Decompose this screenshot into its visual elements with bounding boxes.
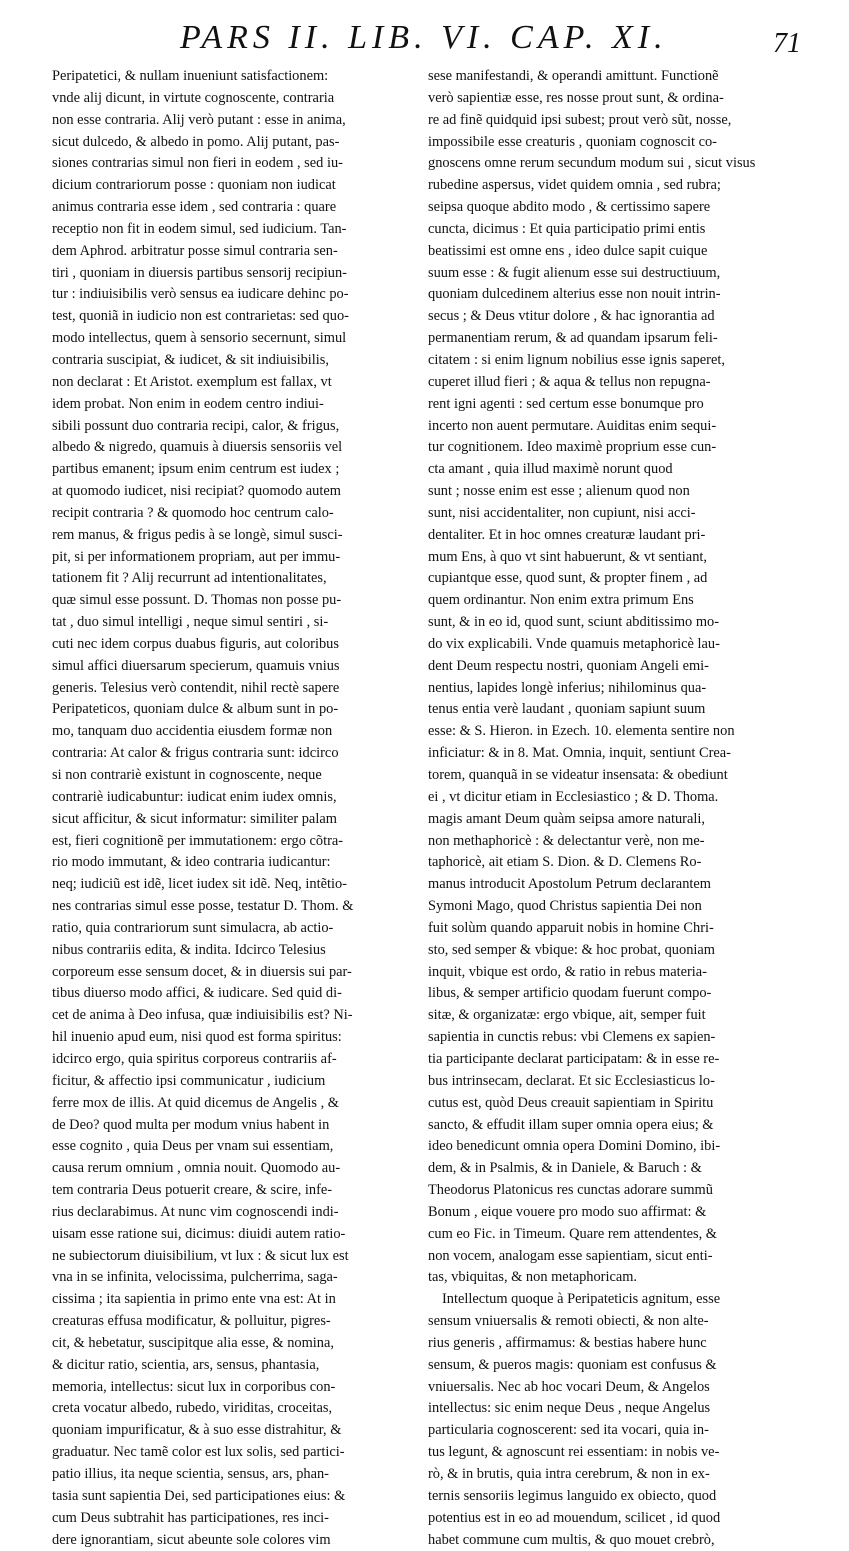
text-line: non vocem, analogam esse sapientiam, sicut enti- (428, 1247, 713, 1264)
text-line: pit, si per informationem propriam, aut per immu- (52, 548, 341, 565)
text-line: Intellectum quoque à Peripateticis agnitum, esse (442, 1291, 721, 1308)
text-line: rius declarabimus. At nunc vim cognoscendi indi- (52, 1203, 339, 1220)
text-line: cupiantque esse, quod sunt, & propter finem , ad (428, 570, 708, 587)
text-line: non declarat : Et Aristot. exemplum est fallax, vt (52, 373, 332, 390)
text-line: particularia cognoscerent: sed ita vocari, quia in- (428, 1422, 709, 1439)
text-line: citatem : si enim lignum nobilius esse ignis saperet, (428, 351, 725, 368)
text-line: sese manifestandi, & operandi amittunt. Functionẽ (428, 68, 719, 84)
text-line: Peripatetici, & nullam inueniunt satisfactionem: (52, 68, 329, 84)
text-line: sicut afficitur, & sicut informatur: similiter palam (52, 810, 337, 827)
text-line: vnde alij dicunt, in virtute cognoscente, contraria (52, 89, 335, 106)
text-line: creta vocatur albedo, rubedo, viriditas, croceitas, (52, 1400, 333, 1417)
text-line: dentaliter. Et in hoc omnes creaturæ laudant pri- (428, 526, 706, 543)
text-line: magis amant Deum quàm seipsa amore naturali, (428, 810, 705, 827)
text-line: vna in se infinita, velocissima, pulcherrima, saga- (52, 1269, 338, 1286)
text-line: permanentiam rerum, & ad quandam ipsarum feli- (428, 330, 718, 347)
text-line: fuit solùm quando apparuit nobis in homine Chri- (428, 919, 714, 936)
text-line: causa rerum omnium , omnia nouit. Quomodo au- (52, 1160, 341, 1177)
text-line: torem, quanquã in se videatur insensata: & obediunt (428, 767, 728, 783)
text-line: patio illius, ita neque scientia, sensus, ars, phan- (52, 1466, 329, 1482)
running-head: PARS II. LIB. VI. CAP. XI. (180, 19, 668, 56)
text-line: potentius est in eo ad mouendum, scilicet , id quod (428, 1509, 721, 1526)
text-line: ne subiectorum diuisibilium, vt lux : & sicut lux est (52, 1247, 349, 1264)
text-line: esse: & S. Hieron. in Ezech. 10. elementa sentire non (428, 723, 735, 740)
text-line: sapientia in cunctis rebus: vbi Clemens ex sapien- (428, 1029, 716, 1046)
text-line: non esse contraria. Alij verò putant : esse in anima, (52, 111, 346, 128)
text-line: siones contrarias simul non fieri in eodem , sed iu- (52, 155, 343, 172)
text-line: nibus contrariis edita, & indita. Idcirco Telesius (52, 941, 326, 958)
text-line: re ad finẽ quidquid ipsi subest; prout verò sũt, nosse, (428, 111, 732, 128)
text-line: quem ordinantur. Non enim extra primum Ens (428, 592, 694, 609)
text-line: uisam esse ratione sui, dicimus: diuidi autem ratio- (52, 1225, 346, 1242)
text-line: receptio non fit in eodem simul, sed iudicium. Tan- (52, 220, 347, 237)
text-line: suum esse : & fugit alienum esse sui destructiuum, (428, 264, 721, 281)
text-line: impossibile esse creaturis , quoniam cognoscit co- (428, 133, 717, 150)
text-line: dere ignorantiam, sicut abeunte sole colores vim (52, 1531, 331, 1548)
text-line: cet de anima à Deo infusa, quæ indiuisibilis est? Ni- (52, 1007, 353, 1024)
text-line: cuperet illud fieri ; & aqua & tellus non repugna- (428, 373, 711, 390)
text-line: rem manus, & frigus pedis à se longè, simul susci- (52, 526, 343, 543)
text-line: dicium contrariorum posse : quoniam non iudicat (52, 177, 336, 194)
text-line: cutus est, quòd Deus creauit sapientiam in Spiritu (428, 1094, 714, 1111)
text-line: tem contraria Deus potuerit creare, & scire, infe- (52, 1182, 333, 1199)
text-line: quoniam impurificatur, & à suo esse distrahitur, & (52, 1422, 342, 1439)
text-line: ternis sensoriis legimus languido ex obiecto, quod (428, 1487, 717, 1504)
text-line: simul affici diuersarum specierum, quamuis vnius (52, 657, 340, 674)
text-line: quoniam dulcedinem alterius esse non nouit intrin- (428, 286, 721, 303)
text-line: verò sapientiæ esse, res nosse prout sunt, & ordina- (428, 89, 724, 106)
text-line: contrariè iudicabuntur: iudicat enim iudex omnis, (52, 788, 337, 805)
right-column (428, 66, 794, 1551)
text-line: tia participante declarat participatam: & in esse re- (428, 1050, 720, 1067)
text-line: intellectus: sic enim neque Deus , neque Angelus (428, 1400, 711, 1417)
text-line: tas, vbiquitas, & non metaphoricam. (428, 1269, 638, 1286)
text-line: cuncta, dicimus : Et quia participatio primi entis (428, 220, 706, 237)
text-line: rubedine aspersus, videt quidem omnia , sed rubra; (428, 177, 721, 194)
text-line: nes contrarias simul esse posse, testatur D. Thom. & (52, 898, 354, 915)
text-line: sibili possunt duo contraria recipi, calor, & frigus, (52, 417, 340, 434)
text-line: hil inuenio apud eum, nisi quod est forma spiritus: (52, 1029, 342, 1046)
text-line: est, fieri cognitionẽ per immutationem: ergo cõtra- (52, 832, 344, 849)
text-line: ficitur, & affectio ipsi communicatur , iudicium (52, 1072, 326, 1089)
text-line: sunt, nisi accidentaliter, non cupiunt, nisi acci- (428, 504, 696, 521)
text-line: taphoricè, ait etiam S. Dion. & D. Clemens Ro- (428, 854, 702, 871)
text-line: sunt, & in eo id, quod sunt, sciunt abditissimo mo- (428, 614, 720, 631)
text-line: tat , duo simul intelligi , neque simul sentiri , si- (52, 614, 329, 631)
text-line: albedo & nigredo, quamuis à diuersis sensoriis vel (52, 439, 343, 456)
text-line: tus legunt, & agnoscunt rei essentiam: in nobis ve- (428, 1444, 720, 1461)
text-line: & dicitur ratio, scientia, ars, sensus, phantasia, (52, 1356, 320, 1373)
text-line: quæ simul esse possunt. D. Thomas non posse pu- (52, 592, 342, 609)
text-line: contraria: At calor & frigus contraria sunt: idcirco (52, 745, 339, 762)
text-line: cum eo Fic. in Timeum. Quare rem attendentes, & (428, 1225, 717, 1242)
text-line: non methaphoricè : & delectantur verè, non me- (428, 832, 705, 849)
text-line: Theodorus Platonicus res cunctas adorare summũ (428, 1182, 713, 1199)
text-line: cissima ; ita sapientia in primo ente vna est: At in (52, 1291, 336, 1308)
text-line: nentius, lapides longè inferius; nihilominus qua- (428, 679, 707, 696)
text-line: tenus entia verè laudant , quoniam sapiunt suum (428, 701, 706, 718)
text-line: sensum, & pueros magis: quoniam est confusus & (428, 1356, 717, 1373)
text-line: incerto non auent permutare. Auiditas enim sequi- (428, 417, 717, 434)
text-line: partibus emanent; ipsum enim centrum est iudex ; (52, 461, 340, 478)
text-line: rò, & in brutis, quia intra cerebrum, & non in ex- (428, 1466, 710, 1482)
text-line: corporeum esse sensum docet, & in diuersis sui par- (52, 963, 352, 980)
text-line: mum Ens, à quo vt sint habuerunt, & vt sentiant, (428, 548, 707, 565)
text-line: bus intrinsecam, declarat. Et sic Ecclesiasticus lo- (428, 1072, 715, 1089)
text-line: cum Deus subtrahit has participationes, res inci- (52, 1509, 329, 1526)
text-line: neq; iudiciũ est idẽ, licet iudex sit idẽ. Neq, intẽtio- (52, 876, 347, 893)
text-line: tasia sunt sapientia Dei, sed participationes eius: & (52, 1487, 346, 1504)
text-line: beatissimi est omne ens , ideo dulce sapit cuique (428, 242, 708, 259)
text-line: manus introducit Apostolum Petrum declarantem (428, 876, 711, 893)
text-line: vniuersalis. Nec ab hoc vocari Deum, & Angelos (428, 1378, 710, 1395)
text-line: tationem fit ? Alij recurrunt ad intentionalitates, (52, 570, 327, 587)
text-line: dent Deum respectu nostri, quoniam Angeli emi- (428, 657, 709, 674)
page-number: 71 (773, 28, 801, 59)
text-line: secus ; & Deus vtitur dolore , & hac ignorantia ad (428, 308, 715, 325)
left-column (52, 66, 418, 1551)
text-line: cuti nec idem corpus duabus figuris, aut coloribus (52, 635, 339, 652)
text-line: modo intellectus, quem à sensorio secernunt, simul (52, 330, 347, 347)
text-line: ei , vt dicitur etiam in Ecclesiastico ; & D. Thoma. (428, 788, 719, 805)
text-line: mo, tanquam duo accidentia eiusdem formæ non (52, 723, 333, 740)
text-line: tibus diuerso modo affici, & iudicare. Sed quid di- (52, 985, 342, 1002)
text-line: gnoscens omne rerum secundum modum sui , sicut visus (428, 155, 756, 172)
text-line: dem, & in Psalmis, & in Daniele, & Baruch : & (428, 1160, 702, 1177)
text-line: sunt ; nosse enim est esse ; alienum quod non (428, 483, 690, 500)
text-line: idcirco ergo, quia spiritus corporeus contrariis af- (52, 1050, 337, 1067)
text-line: si non contrariè existunt in cognoscente, neque (52, 767, 322, 783)
text-line: sensum vniuersalis & remoti obiecti, & non alte- (428, 1313, 709, 1330)
text-line: rio modo immutant, & ideo contraria iudicantur: (52, 854, 331, 871)
text-line: de Deo? quod multa per modum vnius habent in (52, 1116, 330, 1133)
text-line: libus, & semper artificio quodam fuerunt compo- (428, 985, 712, 1002)
text-line: ratio, quia contrariorum sunt simulacra, ab actio- (52, 919, 334, 936)
text-line: recipit contraria ? & quomodo hoc centrum calo- (52, 504, 334, 521)
text-line: cit, & hebetatur, suscipitque alia esse, & nomina, (52, 1334, 334, 1351)
text-line: Bonum , eique vouere pro modo suo affirmat: & (428, 1203, 707, 1220)
text-line: creaturas effusa modificatur, & polluitur, pigres- (52, 1313, 331, 1330)
text-line: seipsa quoque abdito modo , & certissimo sapere (428, 199, 711, 216)
text-line: do vix explicabili. Vnde quamuis metaphoricè lau- (428, 635, 720, 652)
text-line: sancto, & effudit illam super omnia opera eius; & (428, 1116, 714, 1133)
text-line: inficiatur: & in 8. Mat. Omnia, inquit, sentiunt Crea- (428, 745, 731, 762)
text-line: test, quoniã in iudicio non est contrarietas: sed quo- (52, 308, 349, 325)
text-line: sicut dulcedo, & albedo in pomo. Alij putant, pas- (52, 133, 340, 150)
text-line: esse cognito , quia Deus per vnam sui essentiam, (52, 1138, 334, 1155)
text-line: idem probat. Non enim in eodem centro indiui- (52, 395, 324, 412)
text-line: generis. Telesius verò contendit, nihil rectè sapere (52, 679, 340, 696)
text-line: ideo benedicunt omnia opera Domini Domino, ibi- (428, 1138, 721, 1155)
text-line: habet commune cum multis, & quo mouet crebrò, (428, 1531, 715, 1548)
text-line: Peripateticos, quoniam dulce & album sunt in po- (52, 701, 339, 718)
text-line: inquit, vbique est ordo, & ratio in rebus materia- (428, 963, 707, 980)
text-line: rius generis , affirmamus: & bestias habere hunc (428, 1334, 707, 1351)
text-line: ferre mox de illis. At quid dicemus de Angelis , & (52, 1094, 339, 1111)
text-line: dem Aphrod. arbitratur posse simul contraria sen- (52, 242, 338, 259)
text-line: sitæ, & organizatæ: ergo vbique, ait, semper fuit (428, 1007, 706, 1024)
text-line: cta amant , quia illud maximè norunt quod (428, 461, 673, 478)
text-line: at quomodo iudicet, nisi recipiat? quomodo autem (52, 483, 341, 500)
text-line: memoria, intellectus: sicut lux in corporibus con- (52, 1378, 336, 1395)
text-line: Symoni Mago, quod Christus sapientia Dei non (428, 898, 702, 915)
text-line: tur cognitionem. Ideo maximè proprium esse cun- (428, 439, 717, 456)
text-line: animus contraria esse idem , sed contraria : quare (52, 199, 337, 216)
text-line: contraria suscipiat, & iudicet, & sit indiuisibilis, (52, 351, 329, 368)
text-line: graduatur. Nec tamẽ color est lux solis, sed partici- (52, 1444, 345, 1461)
text-line: sto, sed semper & vbique: & hoc probat, quoniam (428, 941, 715, 958)
text-line: rent igni agenti : sed certum esse bonumque pro (428, 395, 704, 412)
text-line: tur : indiuisibilis verò sensus ea iudicare dehinc po- (52, 286, 349, 303)
text-line: tiri , quoniam in diuersis partibus sensorij recipiun- (52, 264, 347, 281)
